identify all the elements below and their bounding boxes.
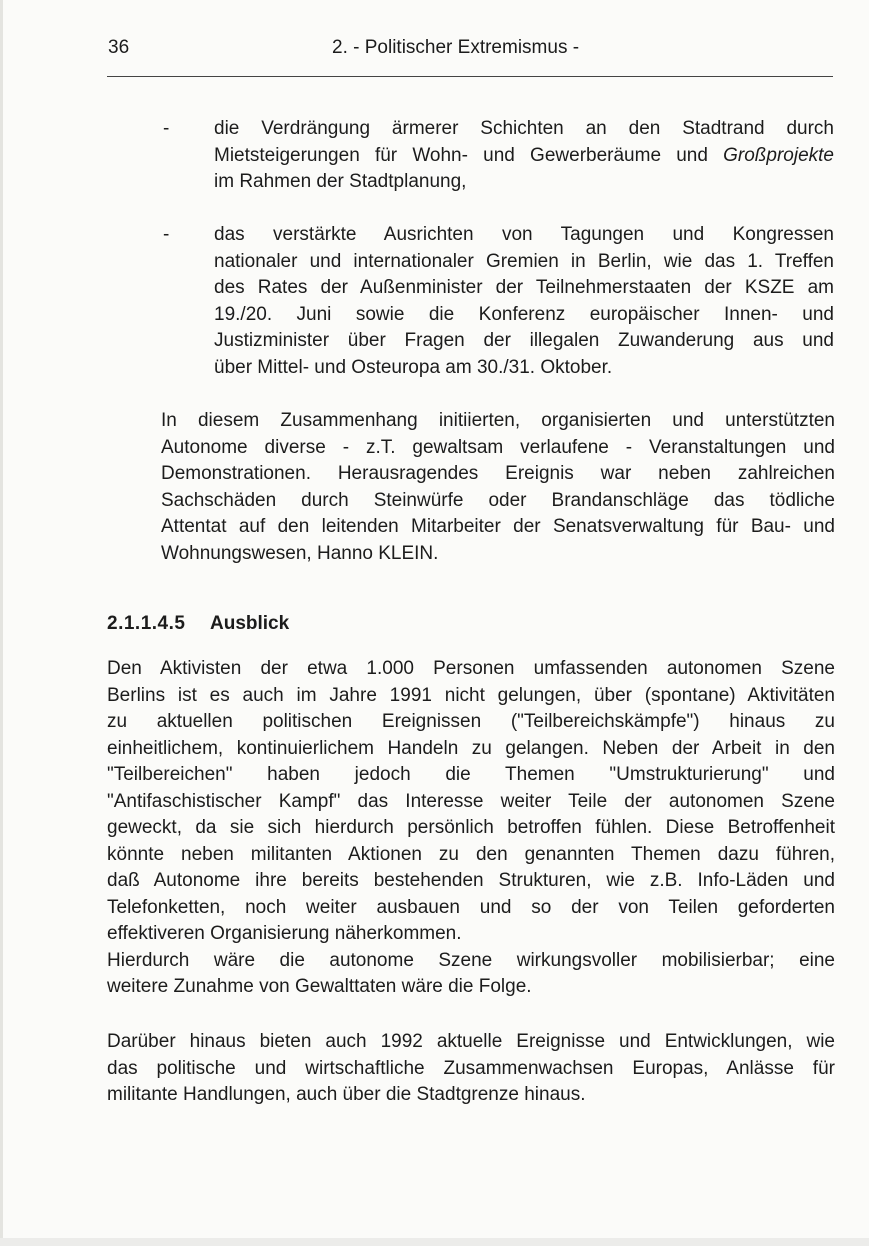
text-line: Telefonketten, noch weiter ausbauen und so der von Teilen geforderten bbox=[107, 896, 835, 918]
section-number: 2.1.1.4.5 bbox=[107, 613, 186, 634]
text-line: "Antifaschistischer Kampf" das Interesse weiter Teile der autonomen Szene bbox=[107, 790, 835, 812]
text-line: Justizminister über Fragen der illegalen Zuwanderung aus und bbox=[214, 330, 834, 351]
running-header: 2. - Politischer Extremismus - bbox=[332, 37, 580, 58]
text-line: die Verdrängung ärmerer Schichten an den Stadtrand durch bbox=[214, 118, 834, 139]
text-line: Autonome diverse - z.T. gewaltsam verlaufene - Veranstaltungen und bbox=[161, 436, 835, 458]
text-line: Attentat auf den leitenden Mitarbeiter der Senatsverwaltung für Bau- und bbox=[161, 516, 835, 537]
text-line: effektiveren Organisierung näherkommen. bbox=[107, 923, 462, 944]
text-line: nationaler und internationaler Gremien in Berlin, wie das 1. Treffen bbox=[214, 250, 834, 272]
text-line: des Rates der Außenminister der Teilnehmerstaaten der KSZE am bbox=[214, 277, 834, 298]
text-line bbox=[214, 143, 834, 170]
text-line: einheitlichem, kontinuierlichem Handeln zu gelangen. Neben der Arbeit in den bbox=[107, 737, 835, 759]
text-line: Den Aktivisten der etwa 1.000 Personen umfassenden autonomen Szene bbox=[107, 658, 835, 679]
scan-bottom-edge bbox=[0, 1238, 869, 1246]
text-line: In diesem Zusammenhang initiierten, organisierten und unterstützten bbox=[161, 410, 835, 431]
header-rule bbox=[107, 76, 833, 77]
text-line: "Teilbereichen" haben jedoch die Themen "Umstrukturierung" und bbox=[107, 764, 835, 785]
text-line: könnte neben militanten Aktionen zu den genannten Themen dazu führen, bbox=[107, 843, 835, 865]
section-heading bbox=[107, 613, 289, 635]
text-line: 19./20. Juni sowie die Konferenz europäischer Innen- und bbox=[214, 303, 834, 325]
emphasis-text: Großprojekte bbox=[723, 144, 834, 166]
text-line: Demonstrationen. Herausragendes Ereignis war neben zahlreichen bbox=[161, 463, 835, 484]
text-line: Wohnungswesen, Hanno KLEIN. bbox=[161, 542, 439, 564]
page-number: 36 bbox=[108, 37, 130, 58]
paragraph-final bbox=[107, 1029, 835, 1109]
scan-edge-shadow bbox=[0, 0, 3, 1246]
text-line: weitere Zunahme von Gewalttaten wäre die Folge. bbox=[107, 976, 532, 997]
text-line: Sachschäden durch Steinwürfe oder Brandanschläge das tödliche bbox=[161, 489, 835, 511]
text-line: militante Handlungen, auch über die Stadtgrenze hinaus. bbox=[107, 1084, 586, 1105]
text-line: Berlins ist es auch im Jahre 1991 nicht gelungen, über (spontane) Aktivitäten bbox=[107, 684, 835, 706]
section-title: Ausblick bbox=[210, 613, 290, 634]
bullet-item-conferences bbox=[214, 222, 834, 381]
text-fragment: Mietsteigerungen für Wohn- und Gewerberäume und bbox=[214, 144, 724, 166]
text-line: daß Autonome ihre bereits bestehenden Strukturen, wie z.B. Info-Läden und bbox=[107, 870, 835, 891]
paragraph-outlook bbox=[107, 656, 835, 1001]
text-line: im Rahmen der Stadtplanung, bbox=[214, 171, 467, 192]
paragraph-context bbox=[161, 408, 835, 567]
bullet-dash: - bbox=[163, 224, 170, 245]
text-line: das verstärkte Ausrichten von Tagungen und Kongressen bbox=[214, 224, 834, 245]
text-line: geweckt, da sie sich hierdurch persönlich betroffen fühlen. Diese Betroffenheit bbox=[107, 817, 835, 838]
text-line: das politische und wirtschaftliche Zusammenwachsen Europas, Anlässe für bbox=[107, 1057, 835, 1079]
text-line: über Mittel- und Osteuropa am 30./31. Oktober. bbox=[214, 356, 613, 378]
text-line: zu aktuellen politischen Ereignissen ("Teilbereichskämpfe") hinaus zu bbox=[107, 711, 835, 732]
text-line: Darüber hinaus bieten auch 1992 aktuelle Ereignisse und Entwicklungen, wie bbox=[107, 1031, 835, 1052]
text-line: Hierdurch wäre die autonome Szene wirkungsvoller mobilisierbar; eine bbox=[107, 949, 835, 971]
bullet-item-urban-displacement bbox=[214, 116, 834, 196]
bullet-dash: - bbox=[163, 118, 170, 139]
